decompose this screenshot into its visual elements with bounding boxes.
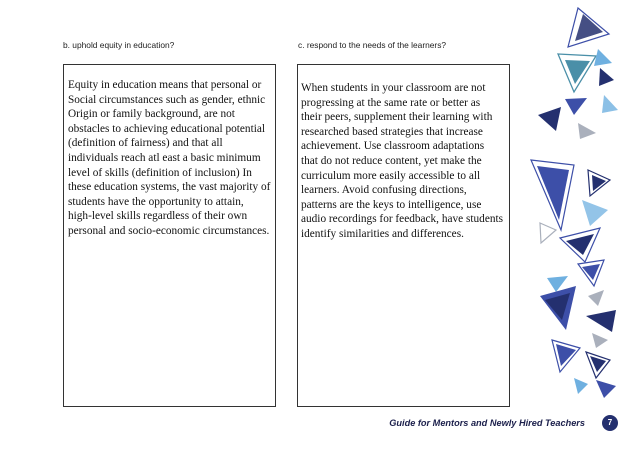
answer-c-line: their peers, supplement their learning with bbox=[301, 111, 493, 124]
triangle-deco bbox=[602, 95, 618, 113]
triangle-deco bbox=[599, 68, 614, 86]
answer-c-line: When students in your classroom are not bbox=[301, 82, 486, 94]
answer-c-line: patterns are the keys to intelligence, use bbox=[301, 198, 482, 211]
answer-b-line: (definition of fairness) and that all bbox=[68, 137, 223, 150]
answer-b-line: Equity in education means that personal or bbox=[68, 79, 262, 91]
triangle-deco bbox=[578, 123, 596, 139]
question-c-label: c. respond to the needs of the learners? bbox=[298, 40, 447, 50]
answer-c-line: audio recordings for feedback, have students bbox=[301, 213, 504, 226]
answer-c-line: achievement. Use classroom adaptations bbox=[301, 140, 485, 153]
answer-c-line: progressing at the same rate or better as bbox=[301, 96, 481, 109]
footer-title: Guide for Mentors and Newly Hired Teachers bbox=[389, 418, 585, 428]
decorative-triangles bbox=[520, 0, 638, 400]
triangle-deco bbox=[565, 98, 587, 115]
answer-c-line: learners. Avoid confusing directions, bbox=[301, 184, 467, 197]
triangle-deco bbox=[540, 223, 556, 243]
triangle-deco bbox=[592, 333, 608, 348]
triangle-deco bbox=[574, 378, 588, 394]
answer-b-line: Origin or family background, are not bbox=[68, 108, 235, 121]
triangle-deco bbox=[588, 290, 604, 306]
answer-b-line: individuals reach atl east a basic minimum bbox=[68, 151, 261, 164]
answer-c-line: that do not reduce content, yet make the bbox=[301, 154, 482, 167]
page-number: 7 bbox=[602, 415, 618, 431]
answer-text-b bbox=[68, 78, 274, 239]
answer-c-line: identify similarities and differences. bbox=[301, 227, 464, 240]
answer-b-line: these education systems, the vast majority of bbox=[68, 181, 271, 194]
triangle-deco bbox=[596, 380, 616, 398]
triangle-deco bbox=[586, 310, 616, 332]
answer-b-line: Social circumstances such as gender, ethnic bbox=[68, 93, 266, 106]
answer-b-line: level of skills (definition of inclusion) In bbox=[68, 166, 252, 179]
question-b-label: b. uphold equity in education? bbox=[63, 40, 175, 50]
triangle-deco bbox=[582, 200, 608, 226]
triangle-deco bbox=[594, 49, 612, 66]
answer-b-line: high-level skills regardless of their own bbox=[68, 210, 248, 223]
answer-b-line: personal and socio-economic circumstances. bbox=[68, 224, 270, 237]
answer-b-line: students have the opportunity to attain, bbox=[68, 195, 244, 208]
answer-c-line: curriculum more easily accessible to all bbox=[301, 169, 481, 182]
answer-b-line: obstacles to achieving educational potential bbox=[68, 122, 266, 135]
answer-c-line: researched based strategies that increase bbox=[301, 125, 483, 138]
answer-box-b[interactable] bbox=[63, 64, 276, 407]
triangle-deco bbox=[538, 107, 561, 131]
answer-text-c bbox=[301, 81, 508, 242]
answer-box-c[interactable] bbox=[297, 64, 510, 407]
